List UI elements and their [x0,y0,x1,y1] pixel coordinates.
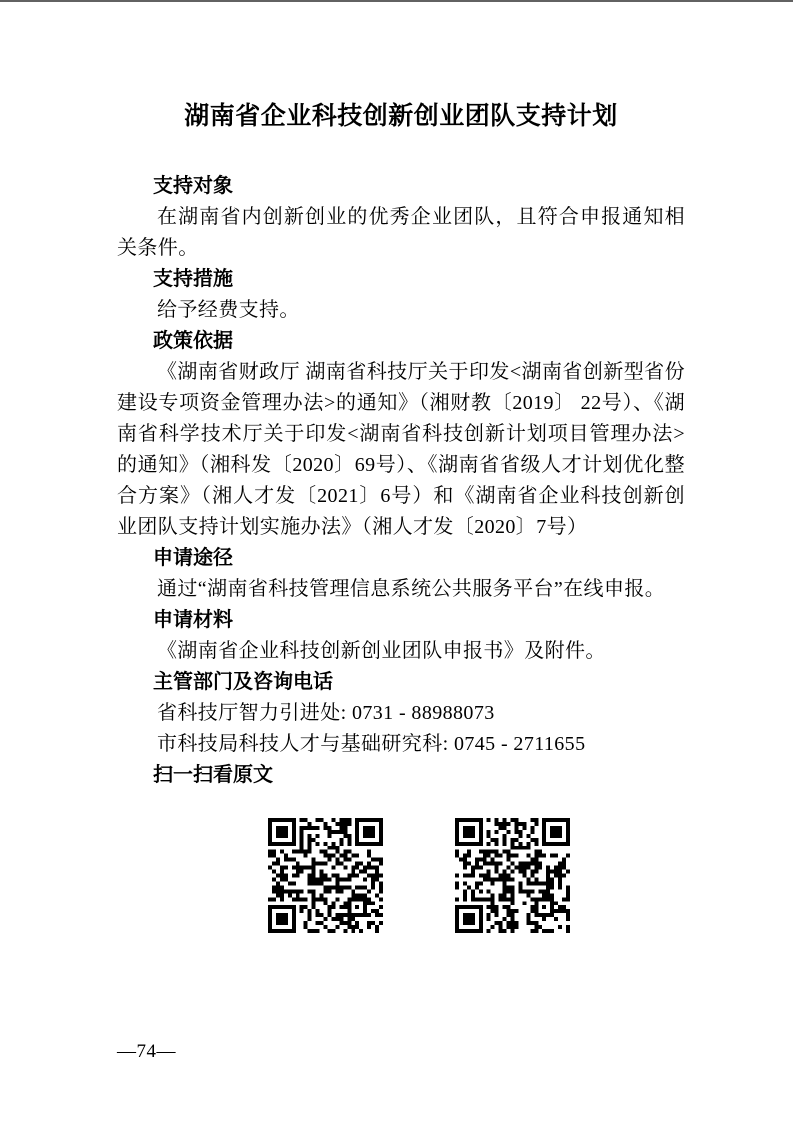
section-heading-departments-and-phones: 主管部门及咨询电话 [153,671,333,693]
section-paragraph: 给予经费支持。 [157,299,300,321]
section-paragraph: 《湖南省企业科技创新创业团队申报书》及附件。 [157,640,606,662]
sections [117,171,685,933]
document-content [117,0,685,933]
section-heading-support-measures: 支持措施 [153,268,233,290]
section-paragraph: 在湖南省内创新创业的优秀企业团队，且符合申报通知相关条件。 [117,206,685,259]
section-heading-application-materials: 申请材料 [153,609,233,631]
section-heading-support-target: 支持对象 [153,175,233,197]
qr-code-right [455,818,570,933]
qr-code-left [268,818,383,933]
page-number: —74— [117,1041,176,1062]
section-paragraph: 《湖南省财政厅 湖南省科技厅关于印发<湖南省创新型省份建设专项资金管理办法>的通知》（湘财教〔2019〕 22号）、《湖南省科学技术厅关于印发<湖南省科技创新计划项目管理办法>的通知》（湘科发〔2020〕69号）、《湖南省省级人才计划优化整合方案》（湘人才发〔2021〕6号）和《湖南省企业科技创新创业团队支持计划实施办法》（湘人才发〔2020〕7号） [117,361,685,538]
section-paragraph-phone-city: 市科技局科技人才与基础研究科: 0745 - 2711655 [157,733,586,755]
document-title: 湖南省企业科技创新创业团队支持计划 [184,103,618,130]
section-heading-application-channel: 申请途径 [153,547,233,569]
qr-row [117,818,685,933]
section-heading-policy-basis: 政策依据 [153,330,233,352]
section-heading-scan-to-view-original: 扫一扫看原文 [153,764,273,786]
section-paragraph-phone-province: 省科技厅智力引进处: 0731 - 88988073 [157,702,495,724]
section-paragraph: 通过“湖南省科技管理信息系统公共服务平台”在线申报。 [157,578,666,600]
